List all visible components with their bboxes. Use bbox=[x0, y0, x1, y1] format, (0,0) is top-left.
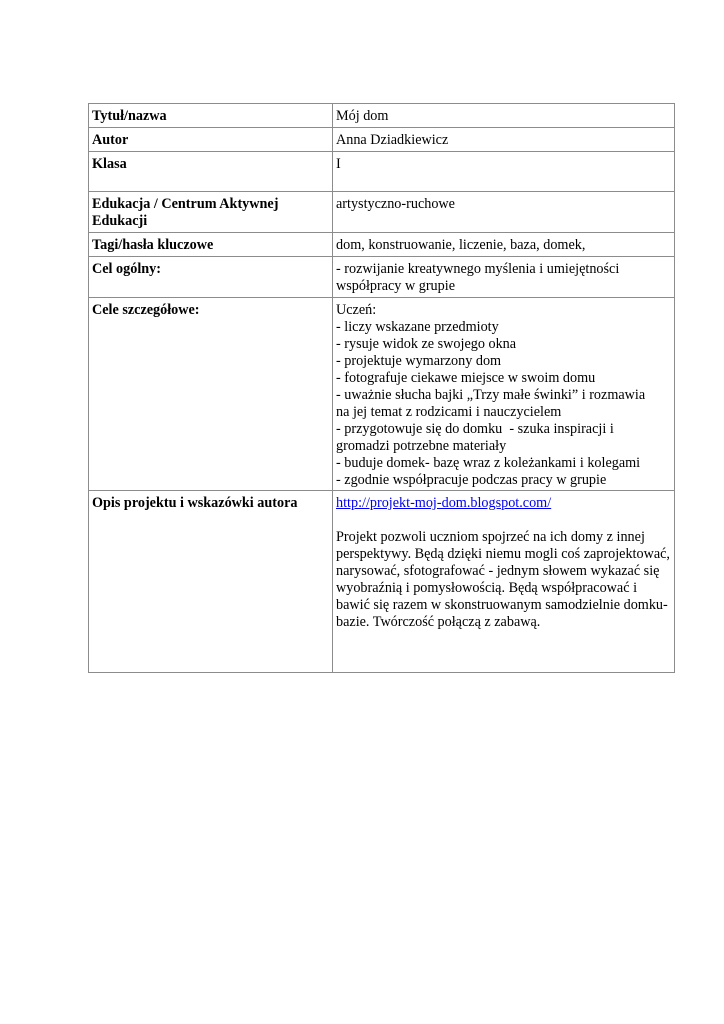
list-item: - przygotowuje się do domku - szuka inspiracji i bbox=[336, 421, 614, 437]
table-row bbox=[89, 298, 675, 491]
table-row bbox=[89, 128, 675, 152]
title-label: Tytuł/nazwa bbox=[89, 104, 333, 128]
table-row bbox=[89, 233, 675, 257]
list-item: - projektuje wymarzony dom bbox=[336, 353, 502, 369]
list-item: - buduje domek- bazę wraz z koleżankami i kolegami bbox=[336, 455, 641, 471]
table-row bbox=[89, 257, 675, 298]
general-goal-value: - rozwijanie kreatywnego myślenia i umiejętności współpracy w grupie bbox=[333, 257, 675, 298]
description-label: Opis projektu i wskazówki autora bbox=[89, 491, 333, 673]
specific-goals-value bbox=[333, 298, 675, 491]
list-item: - rysuje widok ze swojego okna bbox=[336, 336, 517, 352]
description-value bbox=[333, 491, 675, 673]
list-item: - liczy wskazane przedmioty bbox=[336, 319, 499, 335]
table-row bbox=[89, 491, 675, 673]
project-info-table bbox=[88, 103, 675, 673]
list-item: - zgodnie współpracuje podczas pracy w grupie bbox=[336, 472, 607, 488]
list-item: - uważnie słucha bajki „Trzy małe świnki” i rozmawia bbox=[336, 387, 646, 403]
title-value: Mój dom bbox=[333, 104, 675, 128]
description-text: Projekt pozwoli uczniom spojrzeć na ich domy z innej perspektywy. Będą dzięki niemu mogli coś zaprojektować, narysować, sfotografować - jednym słowem wykazać się wyobraźnią i pomysłowością. Będą współpracować i bawić się razem w skonstruowanym samodzielnie domku- bazie. Twórczość połączą z zabawą. bbox=[336, 529, 670, 630]
author-label: Autor bbox=[89, 128, 333, 152]
list-item: gromadzi potrzebne materiały bbox=[336, 438, 507, 454]
author-value: Anna Dziadkiewicz bbox=[333, 128, 675, 152]
education-label: Edukacja / Centrum Aktywnej Edukacji bbox=[89, 192, 333, 233]
class-label: Klasa bbox=[89, 152, 333, 192]
list-item: na jej temat z rodzicami i nauczycielem bbox=[336, 404, 562, 420]
table-row bbox=[89, 192, 675, 233]
paragraph-gap bbox=[336, 512, 671, 529]
general-goal-label: Cel ogólny: bbox=[89, 257, 333, 298]
list-item: - fotografuje ciekawe miejsce w swoim domu bbox=[336, 370, 596, 386]
tags-label: Tagi/hasła kluczowe bbox=[89, 233, 333, 257]
class-value: I bbox=[333, 152, 675, 192]
specific-goals-label: Cele szczegółowe: bbox=[89, 298, 333, 491]
tags-value: dom, konstruowanie, liczenie, baza, domek, bbox=[333, 233, 675, 257]
list-item: Uczeń: bbox=[336, 302, 377, 318]
project-blog-link[interactable]: http://projekt-moj-dom.blogspot.com/ bbox=[336, 495, 552, 511]
education-value: artystyczno-ruchowe bbox=[333, 192, 675, 233]
table-row bbox=[89, 104, 675, 128]
table-row bbox=[89, 152, 675, 192]
